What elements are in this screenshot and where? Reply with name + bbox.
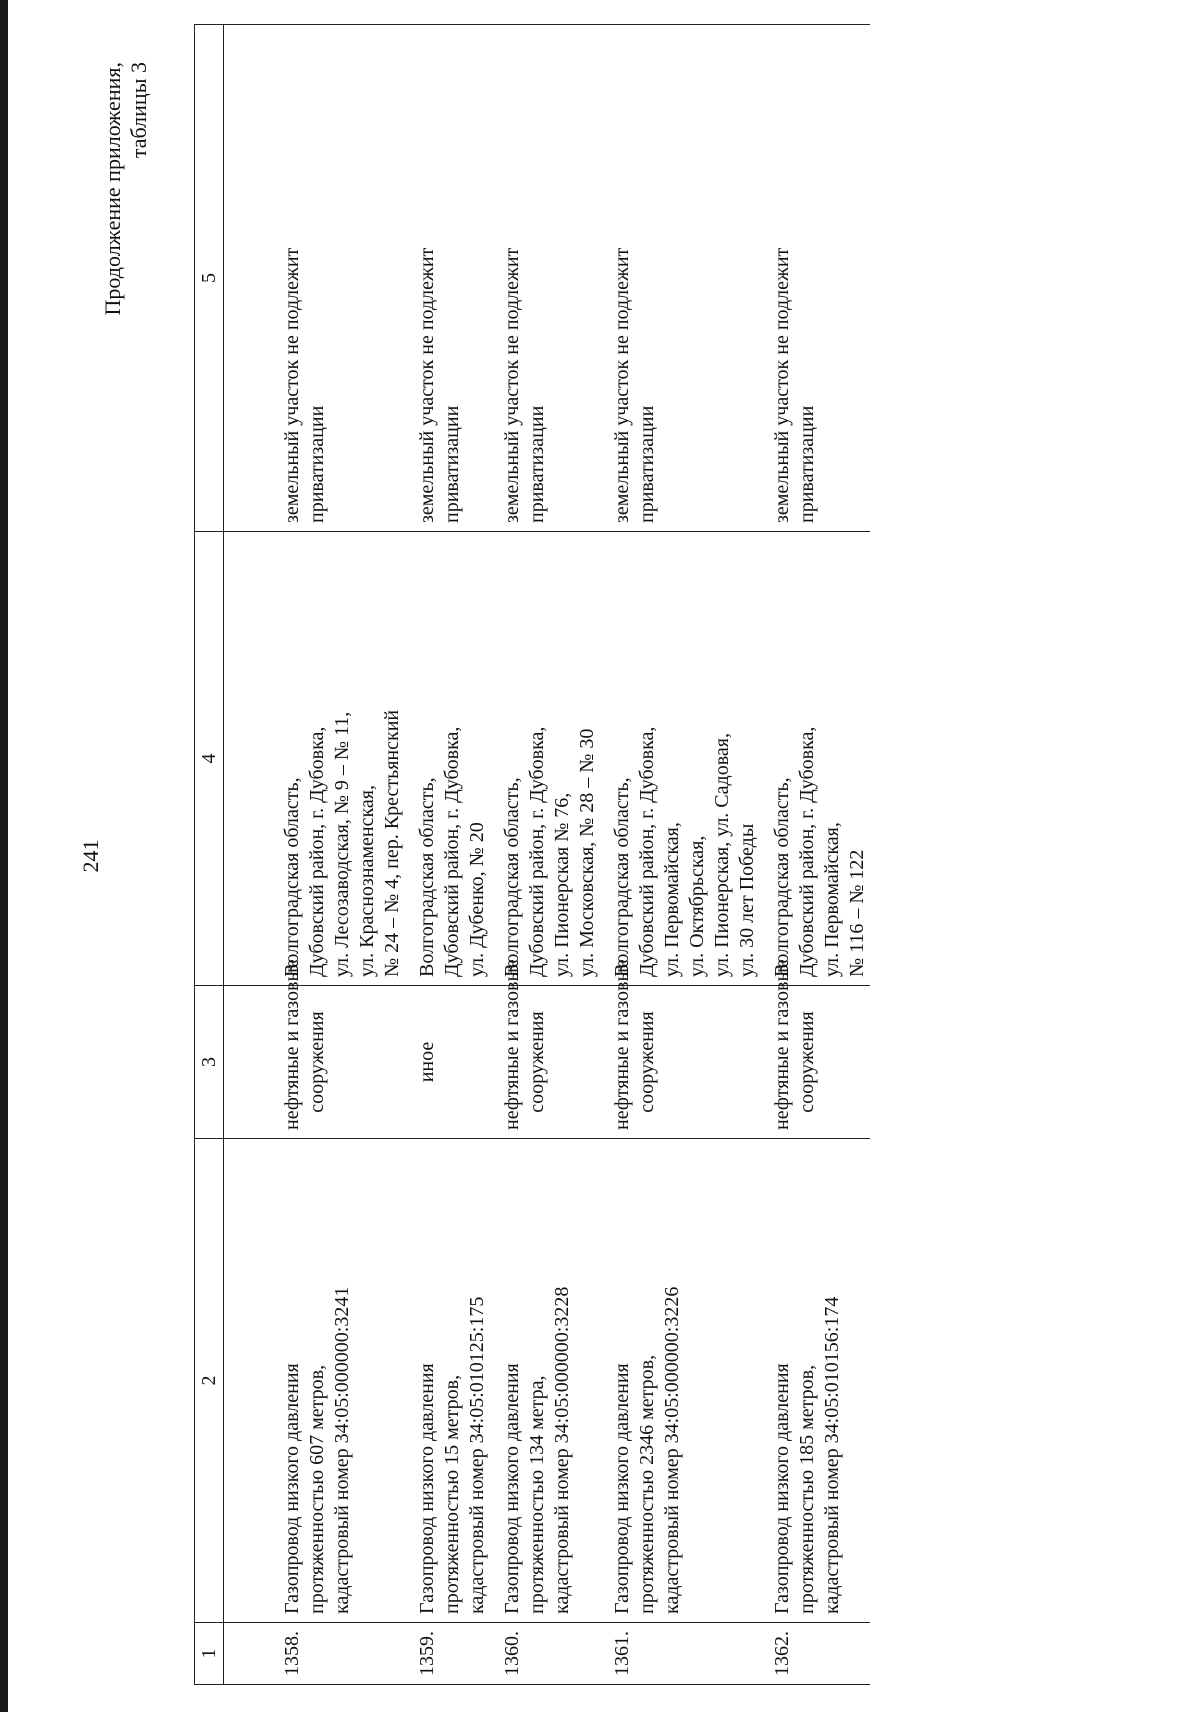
object-address <box>490 532 600 986</box>
text-line: Дубовский район, г. Дубовка, <box>526 726 548 977</box>
object-name <box>405 1139 490 1623</box>
object-type <box>224 959 406 1139</box>
property-table <box>194 24 870 1685</box>
text-line: сооружения <box>306 1011 328 1113</box>
text-line: протяженностью 607 метров, <box>306 1364 328 1614</box>
text-line: земельный участок не подлежит <box>771 247 793 523</box>
text-line: Газопровод низкого давления <box>416 1363 438 1614</box>
text-line: ул. Пионерская № 76, <box>551 792 573 977</box>
object-type <box>405 986 490 1139</box>
text-line: протяженностью 134 метра, <box>526 1375 548 1614</box>
object-note <box>600 25 760 532</box>
object-note <box>760 25 870 532</box>
text-line: Дубовский район, г. Дубовка, <box>636 726 658 977</box>
text-line: Волгоградская область, <box>281 777 303 977</box>
text-line: приватизации <box>636 405 658 523</box>
object-address <box>405 532 490 986</box>
text-line: сооружения <box>636 1011 658 1113</box>
text-line: нефтяные и газовые <box>281 959 303 1130</box>
text-line: протяженностью 2346 метров, <box>636 1354 658 1614</box>
text-line: сооружения <box>526 1011 548 1113</box>
text-line: ул. Первомайская, <box>661 822 683 977</box>
text-line: нефтяные и газовые <box>771 959 793 1130</box>
object-note <box>224 25 406 532</box>
text-line: Газопровод низкого давления <box>501 1363 523 1614</box>
text-line: приватизации <box>796 405 818 523</box>
text-line: ул. Краснознаменская, <box>356 785 378 977</box>
text-line: Волгоградская область, <box>611 777 633 977</box>
text-line: нефтяные и газовые <box>611 959 633 1130</box>
object-address <box>760 532 870 986</box>
row-number: 1361. <box>600 1623 760 1685</box>
text-line: земельный участок не подлежит <box>281 247 303 523</box>
object-name <box>760 1139 870 1623</box>
text-line: ул. Московская, № 28 – № 30 <box>576 728 598 977</box>
text-line: ул. Дубенко, № 20 <box>466 822 488 977</box>
text-line: № 116 – № 122 <box>846 849 868 977</box>
text-line: Волгоградская область, <box>501 777 523 977</box>
text-line: кадастровый номер 34:05:000000:3228 <box>551 1286 573 1614</box>
text-line: Дубовский район, г. Дубовка, <box>441 726 463 977</box>
text-line: протяженностью 185 метров, <box>796 1364 818 1614</box>
header-col-1: 1 <box>195 1623 224 1685</box>
table-row <box>405 25 490 1685</box>
text-line: земельный участок не подлежит <box>501 247 523 523</box>
text-line: кадастровый номер 34:05:010156:174 <box>821 1296 843 1614</box>
text-line: Дубовский район, г. Дубовка, <box>306 726 328 977</box>
object-type <box>600 959 760 1139</box>
row-number: 1358. <box>224 1623 406 1685</box>
text-line: ул. Первомайская, <box>821 822 843 977</box>
row-number: 1360. <box>490 1623 600 1685</box>
text-line: Газопровод низкого давления <box>281 1363 303 1614</box>
object-name <box>224 1139 406 1623</box>
text-line: Дубовский район, г. Дубовка, <box>796 726 818 977</box>
continuation-line-2: таблицы 3 <box>126 62 151 159</box>
object-address <box>600 532 760 986</box>
text-line: Газопровод низкого давления <box>611 1363 633 1614</box>
object-note <box>490 25 600 532</box>
row-number: 1359. <box>405 1623 490 1685</box>
text-line: земельный участок не подлежит <box>416 247 438 523</box>
object-type <box>490 959 600 1139</box>
text-line: приватизации <box>441 405 463 523</box>
object-note <box>405 25 490 532</box>
object-name <box>490 1139 600 1623</box>
text-line: кадастровый номер 34:05:000000:3226 <box>661 1286 683 1614</box>
page-number: 241 <box>78 839 103 873</box>
continuation-line-1: Продолжение приложения, <box>100 62 125 316</box>
text-line: сооружения <box>796 1011 818 1113</box>
header-col-3: 3 <box>195 986 224 1139</box>
header-col-5: 5 <box>195 25 224 532</box>
text-line: кадастровый номер 34:05:010125:175 <box>466 1296 488 1614</box>
table-row <box>490 25 600 1685</box>
table-row <box>760 25 870 1685</box>
table-row <box>224 25 406 1685</box>
text-line: нефтяные и газовые <box>501 959 523 1130</box>
text-line: протяженностью 15 метров, <box>441 1374 463 1614</box>
header-col-4: 4 <box>195 532 224 986</box>
object-name <box>600 1139 760 1623</box>
text-line: приватизации <box>306 405 328 523</box>
object-type <box>760 959 870 1139</box>
text-line: кадастровый номер 34:05:000000:3241 <box>331 1286 353 1614</box>
text-line: № 24 – № 4, пер. Крестьянский <box>381 709 403 977</box>
text-line: иное <box>416 1041 438 1083</box>
text-line: Волгоградская область, <box>771 777 793 977</box>
continuation-label <box>100 62 152 315</box>
text-line: Волгоградская область, <box>416 777 438 977</box>
header-col-2: 2 <box>195 1139 224 1623</box>
text-line: земельный участок не подлежит <box>611 247 633 523</box>
object-address <box>224 532 406 986</box>
text-line: ул. 30 лет Победы <box>736 823 758 977</box>
row-number: 1362. <box>760 1623 870 1685</box>
text-line: ул. Октябрьская, <box>686 835 708 977</box>
text-line: ул. Лесозаводская, № 9 – № 11, <box>331 711 353 977</box>
table-header-row <box>195 25 224 1685</box>
table-row <box>600 25 760 1685</box>
text-line: Газопровод низкого давления <box>771 1363 793 1614</box>
text-line: приватизации <box>526 405 548 523</box>
text-line: ул. Пионерская, ул. Садовая, <box>711 733 733 977</box>
